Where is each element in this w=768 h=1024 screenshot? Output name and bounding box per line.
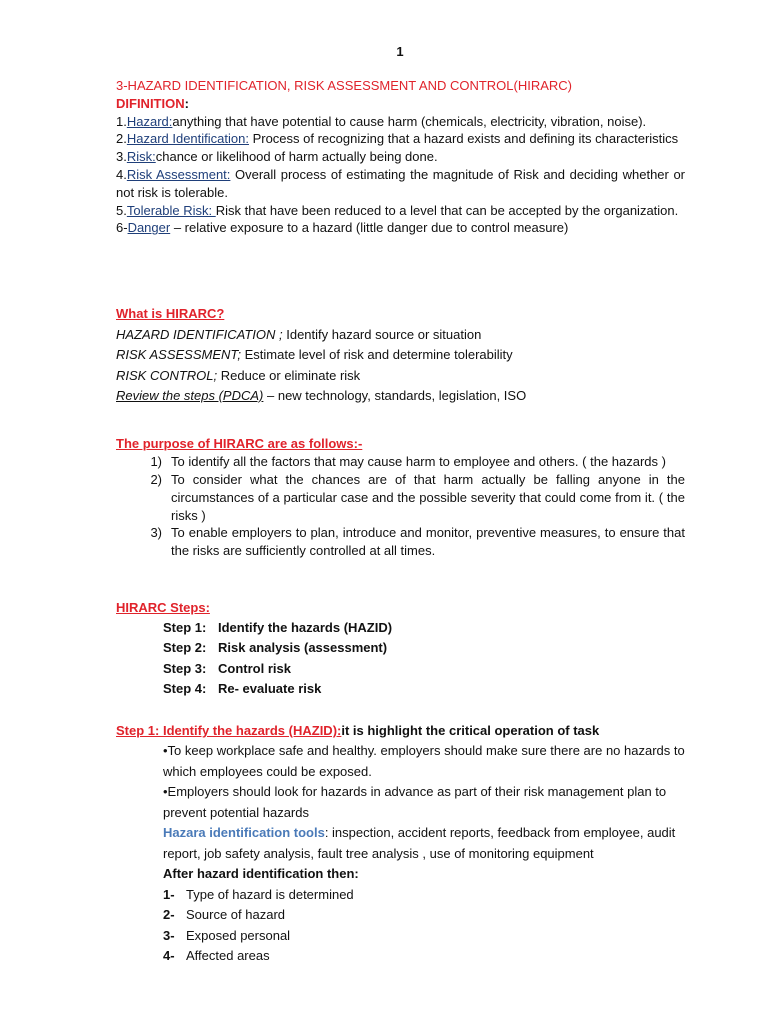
steps-section [116,598,685,619]
definition-term: Danger [127,220,171,236]
definition-text: anything that have potential to cause harm (chemicals, electricity, vibration, noise). [172,113,647,129]
after-item [163,946,688,967]
step-item [163,618,688,638]
definitions-section: 3-HAZARD IDENTIFICATION, RISK ASSESSMENT AND CONTROL(HIRARC) DIFINITION: 1.Hazard:anything that have potential to cause harm (chemicals, electricity, vibration, noise). 2.Hazard Identification: Process of recognizing that a hazard exists and defining its characteristics 3.Risk:chance or likelihood of harm actually being done. 4.Risk Assessment: Overall process of estimating the magnitude of Risk and deciding whether or not risk is tolerable. 5.Tolerable Risk: Risk that have been reduced to a level that can be accepted by the organization. 6-Danger – relative exposure to a hazard (little danger due to control measure) [116,78,685,236]
step-label: Step 3: [163,660,207,676]
purpose-number: 1) [150,453,162,469]
step-item [163,638,688,658]
what-heading: What is HIRARC? [116,306,225,321]
after-number: 2- [163,907,175,922]
purpose-number: 2) [150,471,162,487]
definition-item [116,148,685,166]
purpose-section [116,435,685,560]
purpose-item [116,453,685,471]
definition-number: 5. [116,202,127,218]
step-text: Control risk [218,660,291,676]
definition-term: Risk: [126,149,156,165]
definition-number: 2. [116,131,127,147]
step1-heading: Step 1: Identify the hazards (HAZID): [116,723,342,738]
what-item-label: RISK ASSESSMENT; [116,347,241,362]
page-number: 1 [396,44,404,59]
what-item-text: Identify hazard source or situation [282,326,482,342]
what-item-text: Reduce or eliminate risk [217,367,361,383]
definition-item [116,219,685,237]
steps-heading: HIRARC Steps: [116,600,210,615]
tools-text: : inspection, accident reports, feedback from employee, audit report, job safety analysis, fault tree analysis , use of monitoring equipment [163,825,676,861]
step1-section [116,721,685,742]
purpose-text: To identify all the factors that may cause harm to employee and others. ( the hazards ) [171,453,666,469]
after-number: 1- [163,886,175,902]
step-text: Re- evaluate risk [218,681,322,697]
what-item-label: HAZARD IDENTIFICATION ; [116,326,283,342]
what-item-text: Estimate level of risk and determine tolerability [240,347,513,362]
purpose-text: To enable employers to plan, introduce and monitor, preventive measures, to ensure that the risks are sufficiently controlled at all times. [171,525,685,559]
step1-heading-rest: it is highlight the critical operation of task [341,723,600,738]
step-item [163,679,688,699]
steps-list [163,618,688,700]
document-title: 3-HAZARD IDENTIFICATION, RISK ASSESSMENT AND CONTROL(HIRARC) [116,78,573,93]
after-text: Source of hazard [186,907,286,922]
step-text: Risk analysis (assessment) [218,640,388,656]
purpose-text: To consider what the chances are of that harm actually be falling anyone in the circumstances of a particular case and the possible severity that could come from it. ( the risks ) [171,471,685,523]
bullet: •Employers should look for hazards in advance as part of their risk management plan to prevent potential hazards [163,784,667,820]
definition-heading: DIFINITION [116,95,185,111]
definition-text: Process of recognizing that a hazard exists and defining its characteristics [248,131,679,147]
step1-body [163,741,688,967]
definition-text: – relative exposure to a hazard (little danger due to control measure) [170,220,569,236]
what-item-label: Review the steps (PDCA) [116,388,264,403]
bullet: •To keep workplace safe and healthy. employers should make sure there are no hazards to which employees could be exposed. [163,743,685,779]
step-label: Step 4: [163,681,207,697]
definition-number: 1. [116,113,127,129]
definition-number: 3. [116,149,127,165]
definition-number: 4. [116,166,127,182]
after-text: Affected areas [186,948,270,963]
tools-label: Hazara identification tools [163,825,325,840]
after-text: Exposed personal [186,927,291,943]
what-item-label: RISK CONTROL; [116,367,218,383]
purpose-number: 3) [150,525,162,541]
after-number: 3- [163,927,175,943]
after-number: 4- [163,948,175,963]
definition-item [116,113,685,131]
definition-text: Overall process of estimating the magnitude of Risk and deciding whether or not risk is tolerable. [116,166,685,200]
purpose-heading: The purpose of HIRARC are as follows:- [116,436,363,451]
definition-item [116,130,685,148]
purpose-item [116,471,685,525]
after-item [163,926,688,947]
after-heading: After hazard identification then: [163,866,359,881]
after-text: Type of hazard is determined [186,886,354,902]
what-item [116,366,685,387]
definition-text: chance or likelihood of harm actually being done. [155,149,438,165]
after-item [163,905,688,926]
what-is-hirarc-section [116,304,685,407]
definition-number: 6- [116,220,128,236]
what-item-text: – new technology, standards, legislation, ISO [263,388,527,403]
what-item [116,345,685,366]
what-item [116,386,685,407]
step-label: Step 2: [163,640,207,656]
step-label: Step 1: [163,620,207,635]
definition-item [116,202,685,220]
definition-term: Tolerable Risk: [126,202,216,218]
after-item [163,885,688,906]
definition-term: Hazard: [126,113,173,129]
step-item [163,659,688,679]
definition-term: Risk Assessment: [126,166,231,182]
definition-term: Hazard Identification: [126,131,249,147]
step-text: Identify the hazards (HAZID) [218,620,393,635]
what-item [116,325,685,346]
definition-text: Risk that have been reduced to a level that can be accepted by the organization. [215,202,679,218]
definition-item [116,166,685,202]
purpose-item [116,524,685,560]
